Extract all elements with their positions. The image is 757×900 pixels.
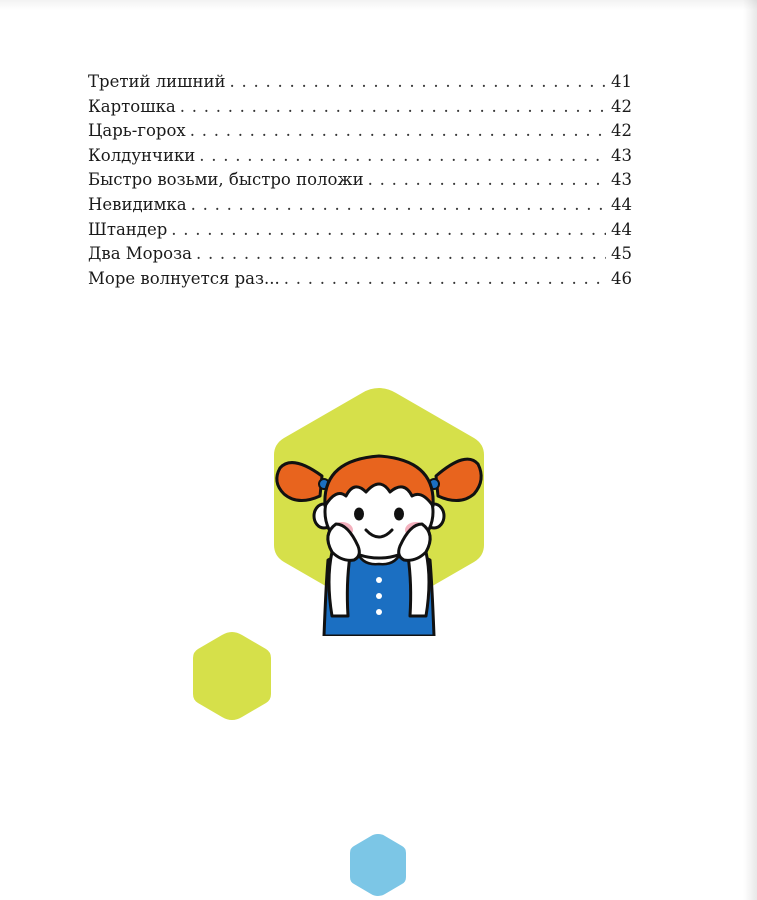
girl-with-pigtails-icon [262, 384, 496, 636]
toc-entry[interactable] [88, 218, 632, 243]
toc-entry-page: 42 [611, 96, 632, 116]
toc-entry-title: Штандер [88, 219, 168, 239]
toc-dot-leader [368, 168, 606, 193]
toc-entry-title: Быстро возьми, быстро положи [88, 170, 364, 190]
toc-dot-leader [191, 193, 606, 218]
toc-entry[interactable] [88, 242, 632, 267]
toc-entry-page: 42 [611, 121, 632, 141]
toc-entry[interactable] [88, 144, 632, 169]
toc-dot-leader [284, 267, 606, 292]
toc-entry[interactable] [88, 267, 632, 292]
toc-entry-title: Невидимка [88, 194, 187, 214]
toc-entry[interactable] [88, 95, 632, 120]
toc-entry-title: Третий лишний [88, 72, 226, 91]
blue-hexagon-decoration [348, 832, 408, 898]
toc-entry-page: 43 [611, 145, 632, 165]
toc-entry[interactable] [88, 168, 632, 193]
page-top-shade [0, 0, 757, 10]
table-of-contents [88, 70, 632, 291]
toc-dot-leader [171, 218, 606, 243]
toc-entry-page: 43 [611, 170, 632, 190]
toc-dot-leader [190, 119, 606, 144]
toc-entry-title: Царь-горох [88, 121, 186, 141]
toc-entry-title: Море волнуется раз... [88, 268, 280, 288]
toc-dot-leader [230, 70, 606, 95]
toc-entry-title: Два Мороза [88, 244, 192, 264]
toc-entry-page: 45 [611, 244, 632, 264]
toc-entry-page: 44 [611, 219, 632, 239]
toc-entry-page: 41 [611, 72, 632, 91]
toc-entry[interactable] [88, 70, 632, 95]
toc-entry[interactable] [88, 193, 632, 218]
toc-dot-leader [180, 95, 606, 120]
toc-entry-page: 46 [611, 268, 632, 288]
toc-entry-title: Колдунчики [88, 145, 196, 165]
toc-dot-leader [199, 144, 606, 169]
toc-entry-title: Картошка [88, 96, 176, 116]
yellow-hexagon-decoration [190, 630, 274, 722]
page-edge-shadow [743, 0, 757, 900]
toc-entry[interactable] [88, 119, 632, 144]
toc-entry-page: 44 [611, 194, 632, 214]
toc-dot-leader [196, 242, 606, 267]
